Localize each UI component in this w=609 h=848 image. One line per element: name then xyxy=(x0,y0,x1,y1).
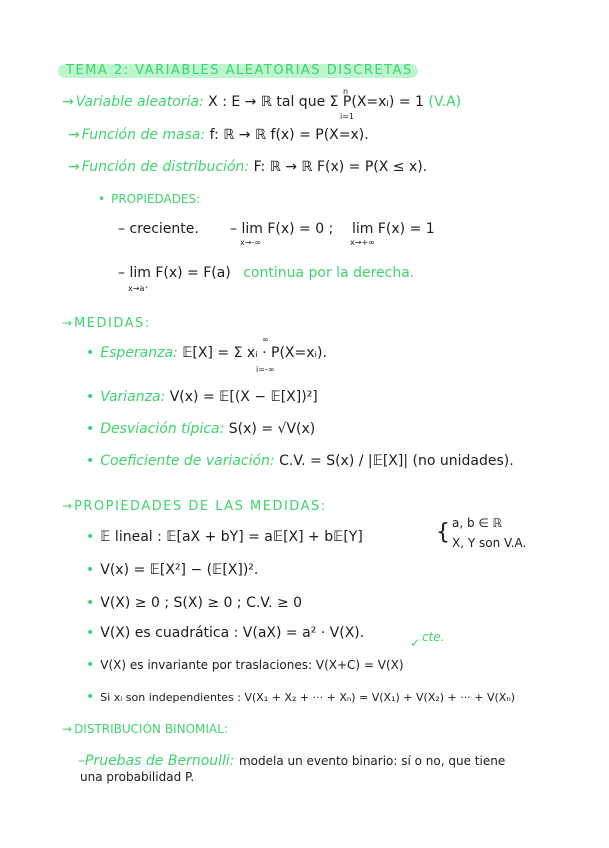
pm1: 𝔼 lineal : 𝔼[aX + bY] = a𝔼[X] + b𝔼[Y] xyxy=(100,529,363,545)
bullet-icon: • xyxy=(86,657,95,673)
binom-label: DISTRIBUCIÓN BINOMIAL: xyxy=(74,722,228,736)
arrow-icon: → xyxy=(68,127,80,143)
prop-creciente: – creciente. xyxy=(118,221,199,237)
prop-heading xyxy=(98,190,200,208)
cv-line xyxy=(86,452,514,470)
arrow-icon: → xyxy=(62,499,73,513)
esp-label: Esperanza: xyxy=(100,345,178,361)
prop-lim2-sub: x→+∞ xyxy=(350,238,375,247)
pm1-cond1: a, b ∈ ℝ xyxy=(452,516,503,530)
bern-text1: modela un evento binario: sí o no, que tiene xyxy=(238,754,506,768)
pm4: V(X) es cuadrática : V(aX) = a² · V(X). xyxy=(100,625,365,641)
page-title: TEMA 2: VARIABLES ALEATORIAS DISCRETAS xyxy=(66,63,413,78)
medidas-heading xyxy=(62,314,151,333)
esp-formula: 𝔼[X] = Σ xᵢ · P(X=xᵢ). xyxy=(182,345,327,361)
pm6-line xyxy=(86,688,515,707)
bullet-icon: • xyxy=(86,345,95,361)
pm5-line xyxy=(86,656,404,674)
binom-heading xyxy=(62,720,228,738)
pm5-cte: cte. xyxy=(422,630,445,644)
pm1-cond2: X, Y son V.A. xyxy=(452,536,527,550)
bullet-icon: • xyxy=(86,421,95,437)
dist-label: Función de distribución: xyxy=(81,159,250,175)
propmed-label: PROPIEDADES DE LAS MEDIDAS: xyxy=(74,499,327,514)
pm2: V(x) = 𝔼[X²] − (𝔼[X])². xyxy=(100,562,259,578)
va-line xyxy=(62,93,461,111)
prop-label: PROPIEDADES: xyxy=(111,192,201,206)
desv-formula: S(x) = √V(x) xyxy=(228,421,316,437)
esp-sum-bottom: i=-∞ xyxy=(256,365,275,374)
pm6: Si xᵢ son independientes : V(X₁ + X₂ + ··· + Xₙ) = V(X₁) + V(X₂) + ··· + V(Xₙ) xyxy=(100,691,515,704)
bern-label: –Pruebas de Bernoulli: xyxy=(78,753,235,769)
prop-lim2: lim F(x) = 1 xyxy=(352,221,435,237)
masa-label: Función de masa: xyxy=(81,127,206,143)
va-sum-top: n xyxy=(343,87,349,96)
var-line xyxy=(86,388,318,406)
arrow-icon: → xyxy=(62,316,73,330)
propmed-heading xyxy=(62,497,327,516)
pm1-line xyxy=(86,528,363,546)
va-label: Variable aleatoria: xyxy=(75,94,204,110)
prop-cont: continua por la derecha. xyxy=(243,265,415,281)
bern-text2: una probabilidad P. xyxy=(80,770,195,784)
pm4-line xyxy=(86,624,364,642)
arrow-icon: → xyxy=(68,159,80,175)
va-formula: X : E → ℝ tal que Σ P(X=xᵢ) = 1 xyxy=(208,94,424,110)
bullet-icon: • xyxy=(86,689,95,705)
medidas-label: MEDIDAS: xyxy=(74,316,151,331)
cv-label: Coeficiente de variación: xyxy=(100,453,275,469)
arrow-icon: → xyxy=(62,722,73,736)
bullet-icon: • xyxy=(86,453,95,469)
esp-line xyxy=(86,344,327,362)
dist-formula: F: ℝ → ℝ F(x) = P(X ≤ x). xyxy=(253,159,428,175)
pm3-line xyxy=(86,594,302,612)
check-icon: ✓ xyxy=(410,636,421,650)
prop-lim3: – lim F(x) = F(a) xyxy=(118,265,231,281)
bullet-icon: • xyxy=(86,389,95,405)
desv-label: Desviación típica: xyxy=(100,421,225,437)
cv-formula: C.V. = S(x) / |𝔼[X]| (no unidades). xyxy=(279,453,514,469)
prop-lim3-line xyxy=(118,264,414,282)
esp-sum-top: ∞ xyxy=(262,335,269,344)
arrow-icon: → xyxy=(62,94,74,110)
masa-formula: f: ℝ → ℝ f(x) = P(X=x). xyxy=(209,127,369,143)
prop-lim1: – lim F(x) = 0 ; xyxy=(230,221,334,237)
var-formula: V(x) = 𝔼[(X − 𝔼[X])²] xyxy=(169,389,318,405)
pm2-line xyxy=(86,561,258,579)
prop-lim1-sub: x→-∞ xyxy=(240,238,261,247)
bullet-icon: • xyxy=(86,595,95,611)
var-label: Varianza: xyxy=(100,389,166,405)
bullet-icon: • xyxy=(98,192,106,206)
va-abbr: (V.A) xyxy=(428,94,462,110)
brace: { xyxy=(436,520,450,545)
masa-line xyxy=(68,126,369,144)
pm3: V(X) ≥ 0 ; S(X) ≥ 0 ; C.V. ≥ 0 xyxy=(100,595,303,611)
prop-lim3-sub: x→a⁺ xyxy=(128,284,149,293)
va-sum-bottom: i=1 xyxy=(340,112,355,121)
bullet-icon: • xyxy=(86,562,95,578)
dist-line xyxy=(68,158,427,176)
pm5: V(X) es invariante por traslaciones: V(X+C) = V(X) xyxy=(100,658,404,672)
desv-line xyxy=(86,420,315,438)
bullet-icon: • xyxy=(86,529,95,545)
bullet-icon: • xyxy=(86,625,95,641)
